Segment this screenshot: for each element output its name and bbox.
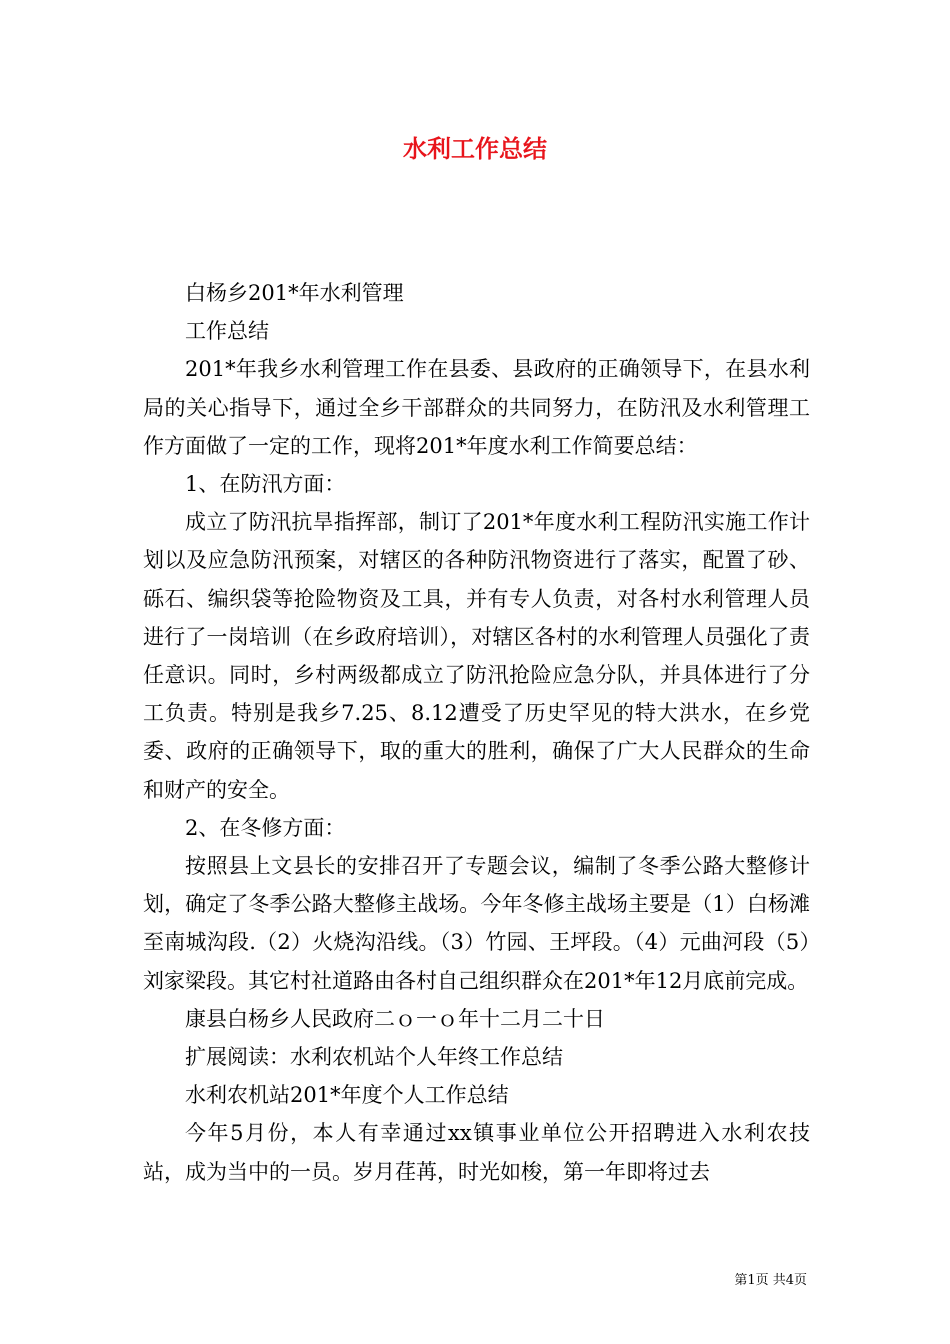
paragraph-second-body: 今年5月份，本人有幸通过xx镇事业单位公开招聘进入水利农技站，成为当中的一员。岁月荏苒，时光如梭，第一年即将过去 (143, 1121, 810, 1184)
page-number: 第1页 共4页 (734, 1273, 807, 1288)
document-title: 水利工作总结 (403, 135, 547, 163)
paragraph-flood: 成立了防汛抗旱指挥部，制订了201*年度水利工程防汛实施工作计划以及应急防汛预案，对辖区的各种防汛物资进行了落实，配置了砂、砾石、编织袋等抢险物资及工具，并有专人负责，对各村水利管理人员进行了一岗培训（在乡政府培训），对辖区各村的水利管理人员强化了责任意识。同时，乡村两级都成立了防汛抢险应急分队，并具体进行了分工负责。特别是我乡7.25、8.12遭受了历史罕见的特大洪水，在乡党委、政府的正确领导下，取的重大的胜利，确保了广大人民群众的生命和财产的安全。 (143, 510, 810, 802)
paragraph-signature-date: 康县白杨乡人民政府二ｏ一ｏ年十二月二十日 (185, 1006, 605, 1031)
paragraph-winter: 按照县上文县长的安排召开了专题会议，编制了冬季公路大整修计划，确定了冬季公路大整修主战场。今年冬修主战场主要是（1）白杨滩至南城沟段.（2）火烧沟沿线。（3）竹园、王坪段。（4）元曲河段（5）刘家梁段。其它村社道路由各村自己组织群众在201*年12月底前完成。 (143, 854, 810, 993)
paragraph-subtitle-line2: 工作总结 (185, 319, 269, 344)
paragraph-intro: 201*年我乡水利管理工作在县委、县政府的正确领导下，在县水利局的关心指导下，通过全乡干部群众的共同努力，在防汛及水利管理工作方面做了一定的工作，现将201*年度水利工作简要总结： (143, 357, 810, 458)
paragraph-extended-reading: 扩展阅读：水利农机站个人年终工作总结 (185, 1045, 563, 1070)
paragraph-subtitle-line1: 白杨乡201*年水利管理 (185, 281, 404, 305)
section-heading-winter: 2、在冬修方面： (185, 815, 346, 840)
section-heading-flood: 1、在防汛方面： (185, 472, 346, 497)
paragraph-second-title: 水利农机站201*年度个人工作总结 (185, 1083, 509, 1108)
document-body (143, 274, 810, 1191)
